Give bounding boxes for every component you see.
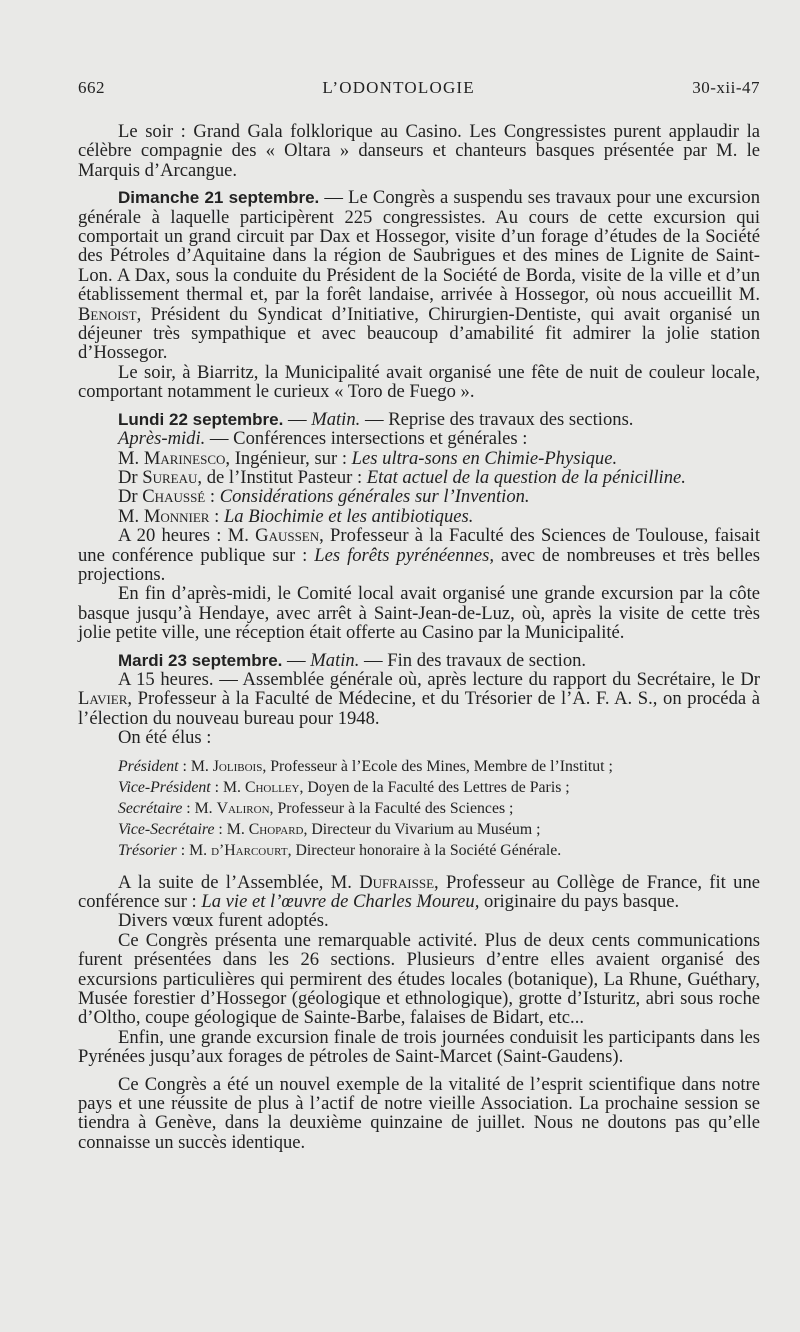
issue-date: 30-xii-47 [692, 78, 760, 97]
paragraph-voeux: Divers vœux furent adoptés. [118, 910, 329, 932]
text-run: A 15 heures. — Assemblée générale où, après lecture du rapport du Secrétaire, le Dr [118, 668, 760, 690]
lecture-monnier [78, 507, 760, 526]
paragraph-assembly [78, 670, 760, 728]
officers-list [118, 756, 760, 861]
lecture-sureau [78, 468, 760, 487]
person-name: Sureau [142, 466, 198, 488]
paragraph-conclusion: Ce Congrès a été un nouvel exemple de la vitalité de l’esprit scientifique dans notre pays et une réussite de plus à l’actif de notre vieille Association. La prochaine session se tiendra à Genève, dans la deuxième quinzaine de juillet. Nous ne doutons pas qu’elle connaisse un succès identique. [78, 1073, 760, 1153]
text-run: : M. [214, 820, 249, 838]
lecture-marinesco [78, 449, 760, 468]
day-heading-sunday: Dimanche 21 septembre. [118, 188, 320, 208]
text-run: , de l’Institut Pasteur : [197, 466, 367, 488]
officer-row [118, 819, 760, 840]
journal-title: L’ODONTOLOGIE [322, 78, 475, 97]
lecture-chausse [78, 487, 760, 506]
officer-desc: , Professeur à l’Ecole des Mines, Membre de l’Institut ; [262, 757, 613, 775]
day-heading-monday: Lundi 22 septembre. [118, 409, 284, 429]
person-name: Chaussé [142, 486, 206, 508]
text-run: , Ingénieur, sur : [225, 447, 352, 469]
text-run: avec de nombreuses et très belles projections. [78, 544, 760, 585]
officer-desc: , Directeur honoraire à la Société Générale. [287, 841, 562, 859]
text-run: M. [118, 505, 144, 527]
person-name: d’Harcourt [211, 841, 288, 859]
text-run: — [282, 649, 311, 671]
text-run: — Fin des travaux de section. [359, 649, 587, 671]
paragraph-activity: Ce Congrès présenta une remarquable activité. Plus de deux cents communications furent présentées dans les 26 sections. Plusieurs d’entre elles avaient organisé des excursions particulières qui permirent des études locales (botanique), La Rhune, Guéthary, Musée forestier d’Hossegor (géologique et ethnologique), grotte d’Isturitz, abri sous roche d’Oltho, coupe géologique de Sainte-Barbe, falaises de Bidart, etc... [78, 929, 760, 1029]
lecture-title: Etat actuel de la question de la pénicilline. [366, 466, 686, 488]
paragraph-dufraisse [78, 873, 760, 912]
text-run: — Le Congrès a suspendu ses travaux pour une excursion générale à laquelle participèrent 225 congressistes. Au cours de cette excursion qui comportait un grand circuit par Dax et Hossegor, visite d’un forage d’études de la Société des Pétroles d’Aquitaine dans la région de Saubrigues et des mines de Lignite de Saint-Lon. A Dax, sous la conduite du Président de la Société de Borda, visite de la ville et d’un établissement thermal et, par la forêt landaise, arrivée à Hossegor, où nous accueillit M. [78, 187, 760, 306]
officer-role: Trésorier [118, 841, 177, 859]
lecture-title: La Biochimie et les antibiotiques. [223, 505, 474, 527]
text-run: : M. [182, 799, 217, 817]
officer-row [118, 777, 760, 798]
text-run: : M. [176, 841, 212, 859]
paragraph-sunday [78, 188, 760, 363]
officer-row [118, 798, 760, 819]
officer-role: Président [118, 757, 179, 775]
text-run: — [283, 408, 312, 430]
text-run: originaire du pays basque. [479, 891, 680, 912]
person-name: Jolibois [212, 757, 263, 775]
text-run: : M. [210, 778, 245, 796]
text-run: M. [118, 447, 144, 469]
text-run: A la suite de l’Assemblée, M. [118, 871, 360, 893]
person-name: Marinesco [143, 447, 226, 469]
text-run: : [205, 486, 220, 508]
lecture-title: Les ultra-sons en Chimie-Physique. [351, 447, 618, 469]
paragraph-afternoon [78, 429, 760, 448]
officer-desc: , Doyen de la Faculté des Lettres de Paris ; [299, 778, 570, 796]
person-name: Dufraisse [359, 871, 435, 893]
person-name: Chopard [248, 820, 304, 838]
paragraph-excursion: En fin d’après-midi, le Comité local avait organisé une grande excursion par la côte basque jusqu’à Hendaye, avec arrêt à Saint-Jean-de-Luz, où, après la visite de cette très jolie petite ville, une réception était offerte au Casino par la Municipalité. [78, 583, 760, 644]
running-header [78, 78, 760, 98]
text-run: — Reprise des travaux des sections. [360, 408, 634, 430]
text-run: Dr [118, 486, 143, 508]
text-run: A 20 heures : M. [118, 525, 256, 547]
text-run: , Professeur au Collège de France, fit une conférence sur : [78, 871, 760, 912]
person-name: Benoist [78, 303, 137, 325]
person-name: Cholley [244, 778, 300, 796]
text-run: , Professeur à la Faculté de Médecine, et du Trésorier de l’A. F. A. S., on procéda à l’élection du nouveau bureau pour 1948. [78, 688, 760, 729]
article-body [78, 122, 760, 1152]
text-run: : M. [178, 757, 213, 775]
person-name: Valiron [216, 799, 270, 817]
paragraph-final-excursion: Enfin, une grande excursion finale de trois journées conduisit les participants dans les Pyrénées jusqu’aux forages de pétroles de Saint-Marcet (Saint-Gaudens). [78, 1026, 760, 1068]
lecture-title: Les forêts pyrénéennes, [314, 544, 495, 566]
person-name: Monnier [143, 505, 210, 527]
officer-row [118, 840, 760, 861]
officer-role: Secrétaire [118, 799, 183, 817]
session-label: Matin. [311, 408, 361, 430]
paragraph-tuesday [78, 651, 760, 670]
lecture-title: La vie et l’œuvre de Charles Moureu, [201, 891, 480, 912]
officer-row [118, 756, 760, 777]
officer-role: Vice-Président [118, 778, 211, 796]
page-number: 662 [78, 78, 105, 97]
person-name: Gaussen [255, 525, 320, 547]
officer-role: Vice-Secrétaire [118, 820, 215, 838]
paragraph-biarritz: Le soir, à Biarritz, la Municipalité avait organisé une fête de nuit de couleur locale, comportant notamment le curieux « Toro de Fuego ». [78, 361, 760, 403]
text-run: , Président du Syndicat d’Initiative, Chirurgien-Dentiste, qui avait organisé un déjeuner très sympathique et avec beaucoup d’amabilité fit admirer la jolie station d’Hossegor. [78, 303, 760, 364]
officer-desc: , Professeur à la Faculté des Sciences ; [269, 799, 514, 817]
session-label: Matin. [310, 649, 360, 671]
text-run: — Conférences intersections et générales : [205, 428, 528, 450]
day-heading-tuesday: Mardi 23 septembre. [118, 650, 283, 670]
paragraph-gaussen [78, 526, 760, 584]
session-label: Après-midi. [118, 428, 206, 450]
lecture-title: Considérations générales sur l’Invention. [219, 486, 530, 508]
officer-desc: , Directeur du Vivarium au Muséum ; [303, 820, 541, 838]
text-run: , Professeur à la Faculté des Sciences de Toulouse, faisait une conférence publique sur : [78, 525, 760, 566]
paragraph-monday [78, 410, 760, 429]
person-name: Lavier [78, 688, 128, 710]
paragraph-elected: On été élus : [118, 727, 212, 749]
text-run: : [209, 505, 224, 527]
paragraph-gala: Le soir : Grand Gala folklorique au Casino. Les Congressistes purent applaudir la célèbre compagnie des « Oltara » danseurs et chanteurs basques présentée par M. le Marquis d’Arcangue. [78, 121, 760, 181]
text-run: Dr [118, 466, 143, 488]
